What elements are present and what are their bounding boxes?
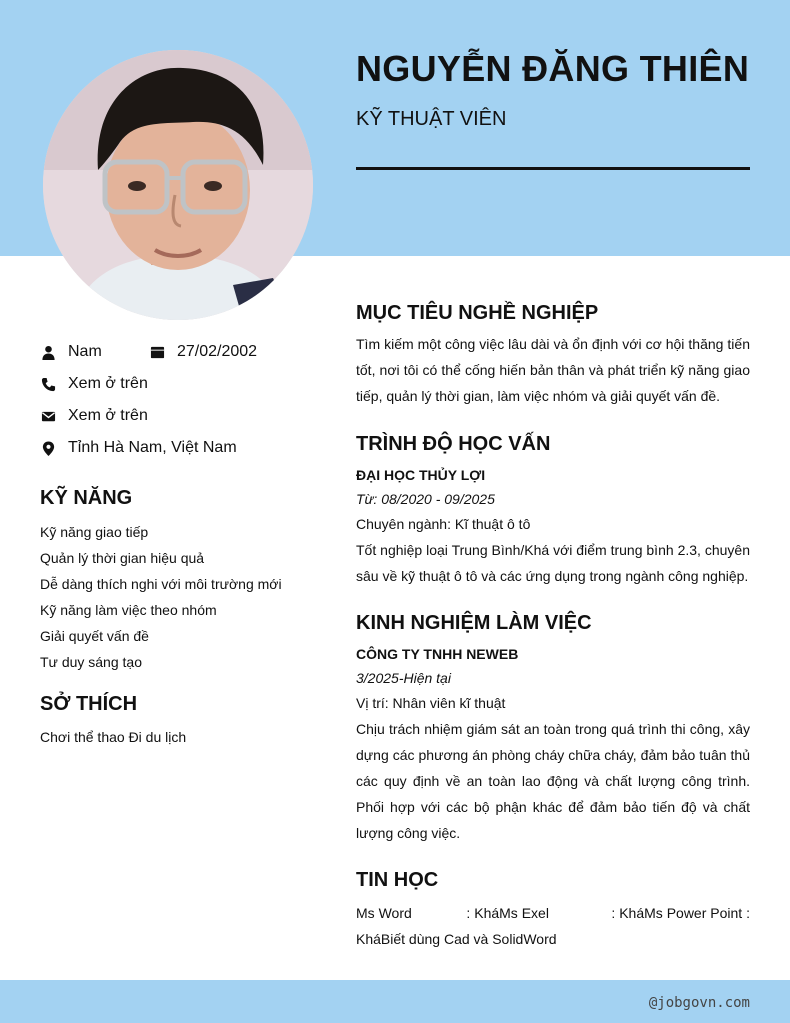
it-title: TIN HỌC (356, 869, 439, 891)
contact-gender (40, 343, 102, 361)
skill-item: Giải quyết vấn đề (40, 628, 149, 644)
header-divider (356, 167, 750, 170)
profile-photo (43, 50, 313, 320)
watermark: @jobgovn.com (648, 995, 750, 1011)
skill-item: Quản lý thời gian hiệu quả (40, 550, 205, 566)
phone-icon (40, 376, 56, 392)
hobbies-title: SỞ THÍCH (40, 693, 138, 715)
education-description: Tốt nghiệp loại Trung Bình/Khá với điểm trung bình 2.3, chuyên sâu về kỹ thuật ô tô và các ứng dụng trong ngành công nghiệp. (356, 542, 750, 584)
calendar-icon (149, 344, 165, 360)
skills-title: KỸ NĂNG (40, 487, 133, 509)
skill-item: Tư duy sáng tạo (40, 654, 142, 670)
experience-title: KINH NGHIỆM LÀM VIỆC (356, 612, 592, 634)
phone-value: Xem ở trên (68, 375, 148, 392)
experience-position: Vị trí: Nhân viên kĩ thuật (356, 695, 506, 711)
address-value: Tỉnh Hà Nam, Việt Nam (68, 439, 237, 456)
hobbies-text: Chơi thể thao Đi du lịch (40, 729, 187, 745)
contact-email (40, 407, 148, 425)
objective-title: MỤC TIÊU NGHỀ NGHIỆP (356, 302, 599, 324)
person-icon (40, 344, 56, 360)
email-value: Xem ở trên (68, 407, 148, 424)
contact-phone (40, 375, 148, 393)
experience-company: CÔNG TY TNHH NEWEB (356, 646, 519, 662)
objective-text: Tìm kiếm một công việc lâu dài và ổn định với cơ hội thăng tiến tốt, nơi tôi có thể cống hiến bản thân và phát triển kỹ năng giao tiếp, quản lý thời gian, làm việc nhóm và giải quyết vấn đề. (356, 336, 750, 404)
job-title: KỸ THUẬT VIÊN (356, 108, 507, 130)
skill-item: Dễ dàng thích nghi với môi trường mới (40, 576, 282, 592)
experience-section (356, 612, 750, 846)
education-section (356, 433, 750, 589)
mail-icon (40, 408, 56, 424)
contact-address (40, 439, 237, 457)
experience-description: Chịu trách nhiệm giám sát an toàn trong quá trình thi công, xây dựng các phương án phòng cháy chữa cháy, đảm bảo tuân thủ các quy định về an toàn lao động và chất lượng công trình. Phối hợp với các bộ phận khác để đảm bảo tiến độ và chất lượng công việc. (356, 721, 750, 841)
skills-list (40, 519, 330, 675)
education-title: TRÌNH ĐỘ HỌC VẤN (356, 433, 551, 455)
profile-photo-illustration (43, 50, 313, 320)
it-text: Ms Word : KháMs Exel : KháMs Power Point : KháBiết dùng Cad và SolidWord (356, 905, 754, 947)
birthday-value: 27/02/2002 (177, 343, 258, 360)
location-pin-icon (40, 440, 56, 456)
skill-item: Kỹ năng giao tiếp (40, 524, 149, 540)
objective-section (356, 302, 750, 409)
education-school: ĐẠI HỌC THỦY LỢI (356, 467, 486, 483)
experience-period: 3/2025-Hiện tại (356, 670, 451, 686)
education-period: Từ: 08/2020 - 09/2025 (356, 491, 495, 507)
education-major: Chuyên ngành: Kĩ thuật ô tô (356, 516, 531, 532)
contact-birthday (149, 343, 257, 361)
it-section (356, 869, 754, 952)
candidate-name: NGUYỄN ĐĂNG THIÊN (356, 48, 750, 89)
gender-value: Nam (68, 343, 102, 360)
skill-item: Kỹ năng làm việc theo nhóm (40, 602, 217, 618)
